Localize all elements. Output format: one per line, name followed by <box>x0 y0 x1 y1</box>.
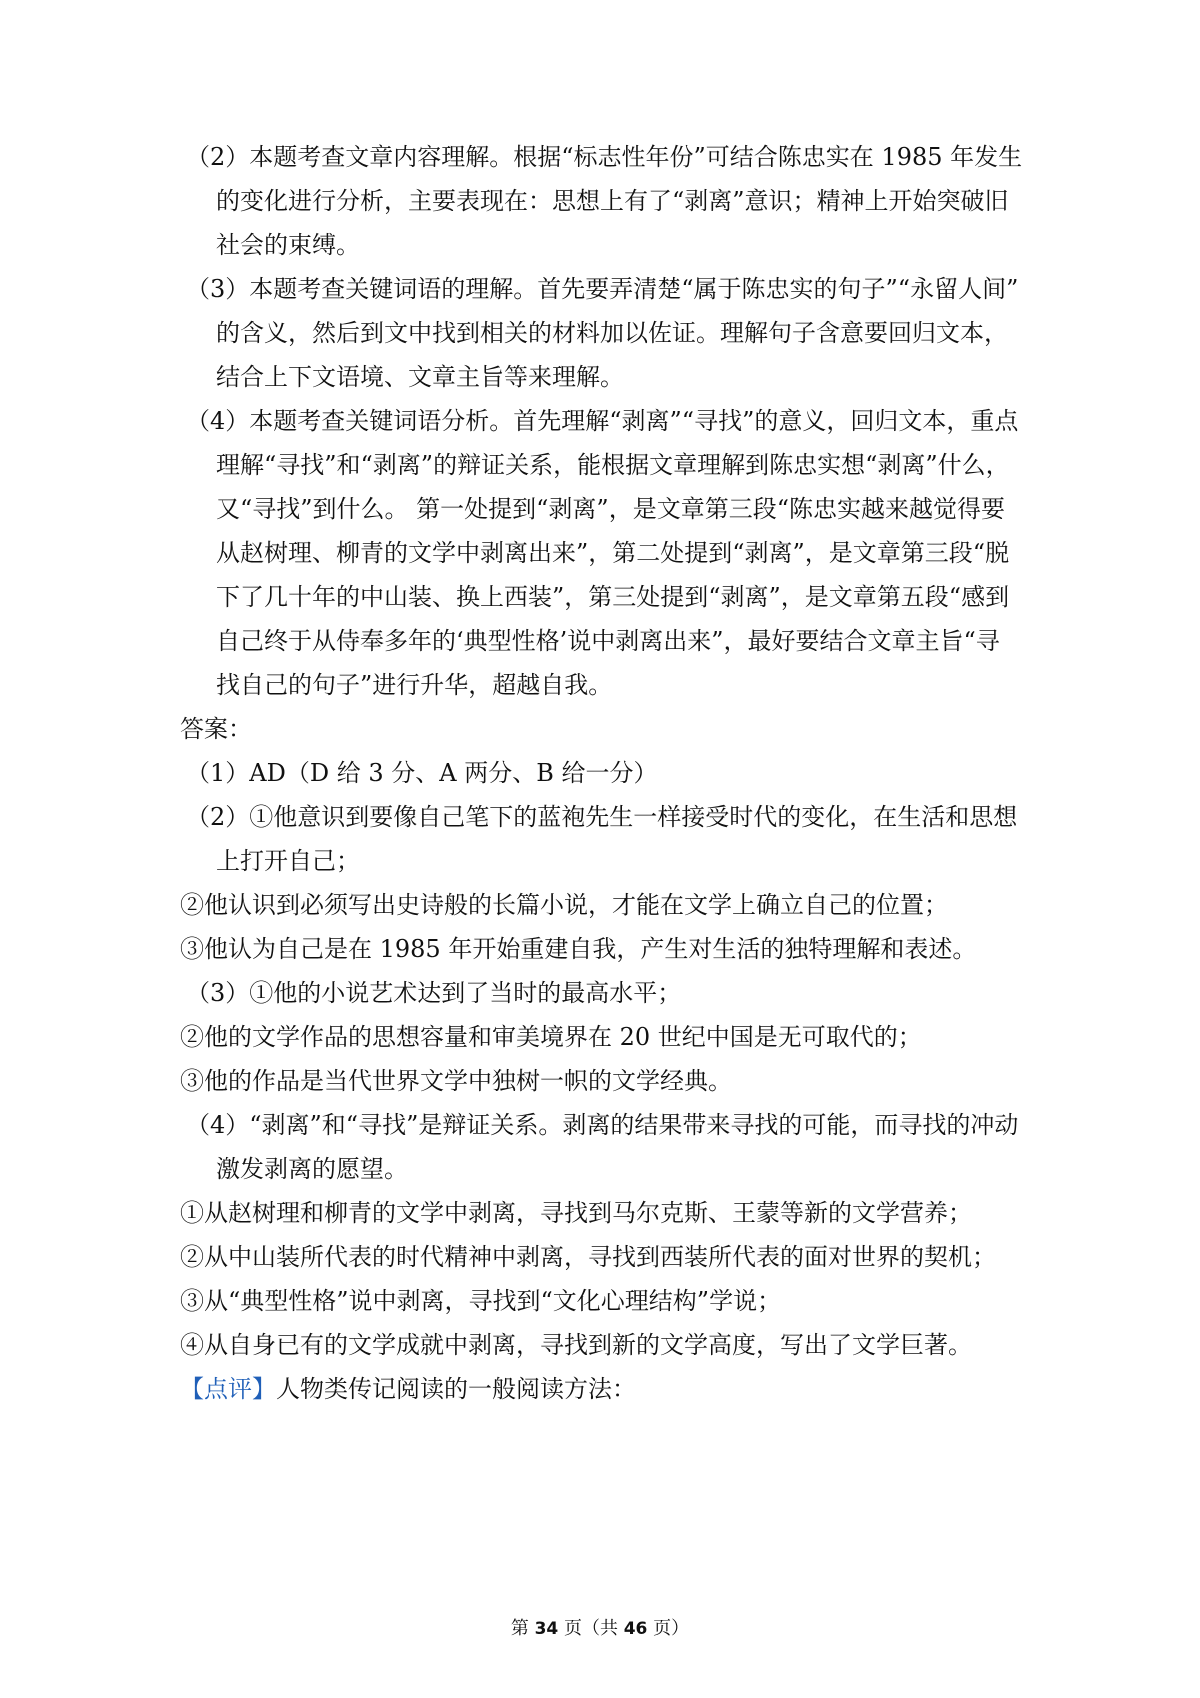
text-line: 下了几十年的中山装、换上西装”，第三处提到“剥离”，是文章第五段“感到 <box>216 583 1010 611</box>
text-line: 找自己的句子”进行升华，超越自我。 <box>216 671 613 699</box>
text-line: 自己终于从侍奉多年的‘典型性格’说中剥离出来”，最好要结合文章主旨“寻 <box>216 627 1000 655</box>
text-line: （3）①他的小说艺术达到了当时的最高水平； <box>186 979 682 1007</box>
text-line: ①从赵树理和柳青的文学中剥离，寻找到马尔克斯、王蒙等新的文学营养； <box>180 1199 972 1227</box>
comment-line <box>180 1372 636 1406</box>
text-line: ②从中山装所代表的时代精神中剥离，寻找到西装所代表的面对世界的契机； <box>180 1243 996 1271</box>
text-line: （4）“剥离”和“寻找”是辩证关系。剥离的结果带来寻找的可能，而寻找的冲动 <box>186 1111 1019 1139</box>
text-line: ②他认识到必须写出史诗般的长篇小说，才能在文学上确立自己的位置； <box>180 891 948 919</box>
text-line: ③他认为自己是在 1985 年开始重建自我，产生对生活的独特理解和表述。 <box>180 935 977 963</box>
text-line: 理解“寻找”和“剥离”的辩证关系，能根据文章理解到陈忠实想“剥离”什么， <box>216 451 1010 479</box>
footer-prefix: 第 <box>510 1618 535 1639</box>
text-line: （2）本题考查文章内容理解。根据“标志性年份”可结合陈忠实在 1985 年发生 <box>186 143 1023 171</box>
footer-suffix: 页） <box>647 1618 690 1639</box>
text-line: （2）①他意识到要像自己笔下的蓝袍先生一样接受时代的变化，在生活和思想 <box>186 803 1018 831</box>
page-number: 34 <box>534 1619 559 1639</box>
text-line: ③从“典型性格”说中剥离，寻找到“文化心理结构”学说； <box>180 1287 782 1315</box>
text-line: （3）本题考查关键词语的理解。首先要弄清楚“属于陈忠实的句子”“永留人间” <box>186 275 1019 303</box>
text-line: 从赵树理、柳青的文学中剥离出来”，第二处提到“剥离”，是文章第三段“脱 <box>216 539 1010 567</box>
text-line: （4）本题考查关键词语分析。首先理解“剥离”“寻找”的意义，回归文本，重点 <box>186 407 1019 435</box>
page-total: 46 <box>623 1619 648 1639</box>
page-footer <box>0 1617 1200 1641</box>
text-line: 上打开自己； <box>216 847 360 875</box>
text-line: 社会的束缚。 <box>216 231 360 259</box>
text-line: 激发剥离的愿望。 <box>216 1155 408 1183</box>
comment-label: 【点评】 <box>180 1375 276 1403</box>
comment-text: 人物类传记阅读的一般阅读方法： <box>276 1375 636 1403</box>
text-line: 又“寻找”到什么。 第一处提到“剥离”，是文章第三段“陈忠实越来越觉得要 <box>216 495 1005 523</box>
text-line: ③他的作品是当代世界文学中独树一帜的文学经典。 <box>180 1067 732 1095</box>
text-line: （1）AD（D 给 3 分、A 两分、B 给一分） <box>186 759 658 787</box>
text-line: 结合上下文语境、文章主旨等来理解。 <box>216 363 624 391</box>
text-line: 的变化进行分析，主要表现在：思想上有了“剥离”意识；精神上开始突破旧 <box>216 187 1009 215</box>
text-line: ②他的文学作品的思想容量和审美境界在 20 世纪中国是无可取代的； <box>180 1023 922 1051</box>
answer-heading: 答案： <box>180 715 252 743</box>
text-line: 的含义，然后到文中找到相关的材料加以佐证。理解句子含意要回归文本， <box>216 319 1008 347</box>
footer-middle: 页（共 <box>558 1618 624 1639</box>
text-line: ④从自身已有的文学成就中剥离，寻找到新的文学高度，写出了文学巨著。 <box>180 1331 972 1359</box>
